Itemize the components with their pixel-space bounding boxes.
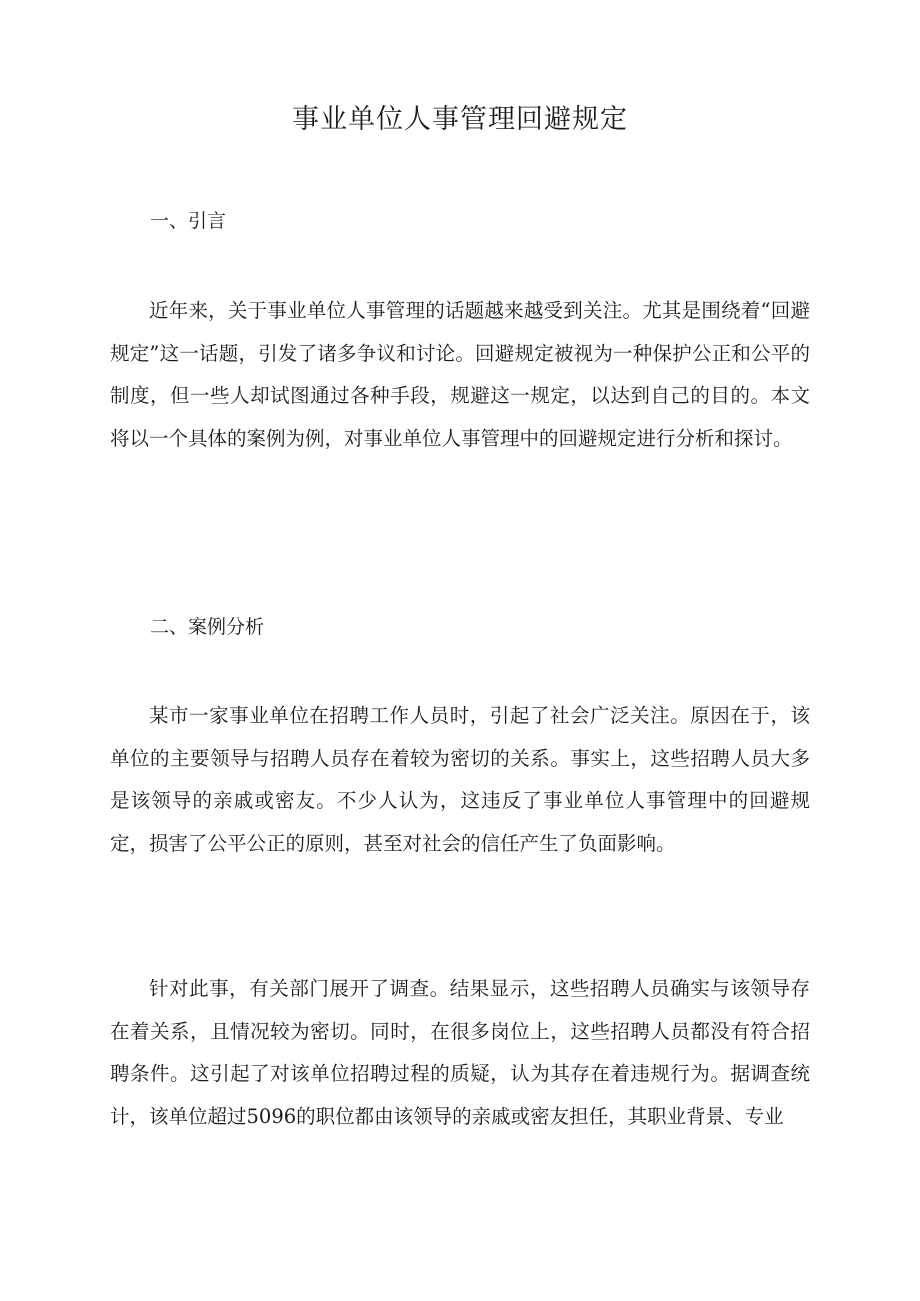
paragraph-case-background: 某市一家事业单位在招聘工作人员时，引起了社会广泛关注。原因在于，该单位的主要领导与招聘人员存在着较为密切的关系。事实上，这些招聘人员大多是该领导的亲戚或密友。不少人认为，这违反了事业单位人事管理中的回避规定，损害了公平公正的原则，甚至对社会的信任产生了负面影响。 <box>110 704 810 855</box>
section-heading-introduction: 一、引言 <box>150 210 227 232</box>
paragraph-introduction: 近年来，关于事业单位人事管理的话题越来越受到关注。尤其是围绕着“回避规定”这一话题，引发了诸多争议和讨论。回避规定被视为一种保护公正和公平的制度，但一些人却试图通过各种手段，规避这一规定，以达到自己的目的。本文将以一个具体的案例为例，对事业单位人事管理中的回避规定进行分析和探讨。 <box>110 299 810 450</box>
page-title: 事业单位人事管理回避规定 <box>292 104 628 135</box>
paragraph-investigation: 针对此事，有关部门展开了调查。结果显示，这些招聘人员确实与该领导存在着关系，且情况较为密切。同时，在很多岗位上，这些招聘人员都没有符合招聘条件。这引起了对该单位招聘过程的质疑，认为其存在着违规行为。据调查统计，该单位超过5096的职位都由该领导的亲戚或密友担任，其职业背景、专业 <box>110 977 810 1128</box>
section-heading-case-analysis: 二、案例分析 <box>150 616 265 638</box>
